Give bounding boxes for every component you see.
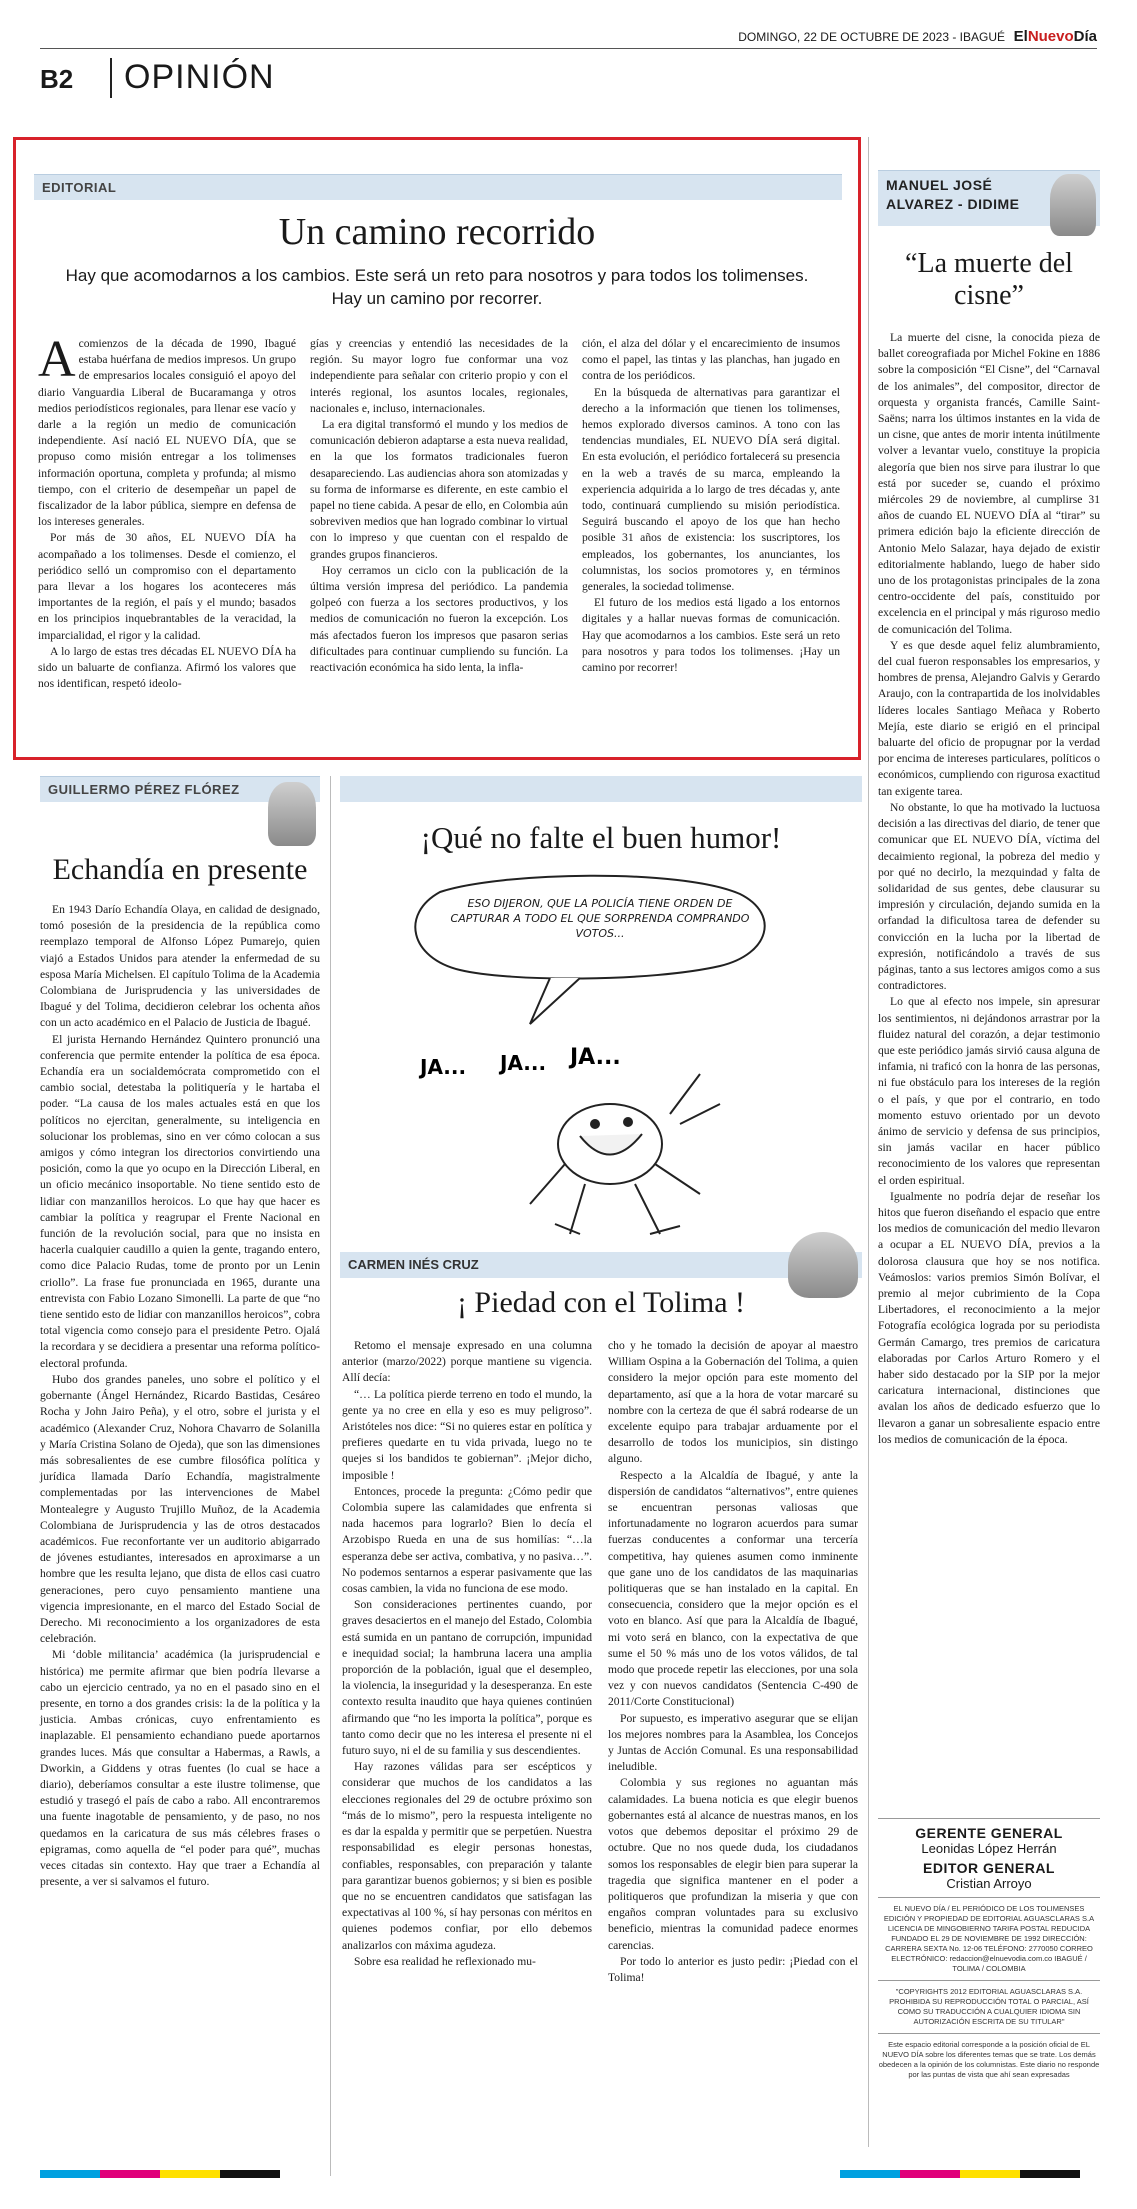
dateline: DOMINGO, 22 DE OCTUBRE DE 2023 - IBAGUÉ bbox=[738, 30, 1005, 44]
editorial-box bbox=[13, 137, 861, 760]
left-paragraph: Mi ‘doble militancia’ académica (la jurisprudencial e histórica) me permite afirmar que bien podría llevarse a cabo un ejercicio centrado, ya no en el pasado sino en el presente, en torno a dos grandes crisis: la de la política y la justicia. Ambas crónicas, cuyo enfrentamiento es inaplazable. El pensamiento echandiano puede aportarnos grandes luces. Más que consultar a Habermas, a Rawls, a Dworkin, a Giddens y otras fuentes (lo cual se hace a diario), deberíamos consultar a este ilustre tolimense, que estudió y trasegó el país de cabo a rabo. All encontraremos una fuente inagotable de pensamiento, y de paso, no nos quedamos en la caricatura de sus más célebres frases o epigramas, como aquella de “el poder para qué”, muchas veces citadas sin contexto. Hay que traer a Echandía al presente, a ver si salvamos el futuro. bbox=[40, 1648, 320, 1889]
editorial-paragraph: comienzos de la década de 1990, Ibagué estaba huérfana de medios impresos. Un grupo de empresarios locales consiguió el apoyo del diario Vanguardia Liberal de Bucaramanga y otros medios periodísticos regionales, para llenar ese vacío y darle a la región un medio de comunicación independiente. Así nació EL NUEVO DÍA, que se propuso como misión entregar a los tolimenses información oportuna, completa y profunda; al mismo tiempo, con el criterio de desempeñar un papel de fiscalizador de la labor pública, siempre en defensa de los intereses generales. bbox=[38, 337, 296, 529]
editorial-label: EDITORIAL bbox=[34, 174, 842, 200]
laugh-text-2: JA... bbox=[500, 1051, 547, 1075]
staff-role: EDITOR GENERAL bbox=[923, 1860, 1055, 1876]
staff-copyright: "COPYRIGHTS 2012 EDITORIAL AGUASCLARAS S.A. PROHIBIDA SU REPRODUCCIÓN TOTAL O PARCIAL, ASÍ COMO SU TRADUCCIÓN A CUALQUIER IDIOMA SIN AUTORIZACIÓN ESCRITA DE SU TITULAR" bbox=[889, 1987, 1089, 2026]
column-divider bbox=[330, 776, 331, 2176]
staff-rule bbox=[878, 2033, 1100, 2034]
logo-word-3: Día bbox=[1073, 28, 1097, 45]
author-portrait bbox=[268, 782, 316, 846]
staff-legal: EL NUEVO DÍA / EL PERIÓDICO DE LOS TOLIMENSES EDICIÓN Y PROPIEDAD DE EDITORIAL AGUASCLARAS S.A LICENCIA DE MINGOBIERNO TARIFA POSTAL REDUCIDA FUNDADO EL 29 DE NOVIEMBRE DE 1992 DIRECCIÓN: CARRERA SEXTA No. 12-06 TELÉFONO: 2770050 CORREO ELECTRÓNICO: redaccion@elnuevodia.com.co IBAGUÉ / TOLIMA / COLOMBIA bbox=[883, 1904, 1095, 1973]
registration-strip-yellow bbox=[960, 2170, 1020, 2178]
right-author-line-2: ALVAREZ - DIDIME bbox=[886, 196, 1020, 212]
carmen-title: ¡ Piedad con el Tolima ! bbox=[456, 1286, 746, 1319]
header-rule bbox=[40, 48, 1097, 49]
right-paragraph: Igualmente no podría dejar de reseñar los hitos que fueron diseñando el espacio que entre los medios de comunicación del medio llevaron a ocupar a EL NUEVO DÍA, previos a la dolorosa clausura que hoy se nos notifica. Veámoslos: varios premios Simón Bolívar, el premio al mejor cubrimiento de la Copa Libertadores, el reconocimiento a la mejor Fotografía ecológica lograda por su periodista Germán Camargo, tres premios de caricatura elaboradas por Carlos Arturo Romero y el haber sido destacado por la SIP por la mejor caricatura internacional, distinciones que avalan los años de dedicado esfuerzo que lo llevaron a ganar un sobresaliente espacio entre los medios de comunicación de la época. bbox=[878, 1189, 1100, 1446]
cartoon-illustration bbox=[380, 874, 820, 1254]
carmen-column-2 bbox=[608, 1338, 858, 1986]
registration-strip-cyan bbox=[840, 2170, 900, 2178]
carmen-author-bar: CARMEN INÉS CRUZ bbox=[340, 1252, 862, 1278]
cartoon-title: ¡Qué no falte el buen humor! bbox=[420, 820, 782, 855]
editorial-title: Un camino recorrido bbox=[278, 211, 596, 253]
carmen-paragraph: cho y he tomado la decisión de apoyar al maestro William Ospina a la Gobernación del Tolima, a quien considero la mejor opción para este momento del departamento, así que a la hora de votar marcaré su nombre con la certeza de que él sabrá rodearse de un excelente equipo para trabajar arduamente por el desarrollo de todos los municipios, sin distingo alguno. bbox=[608, 1339, 858, 1466]
logo-word-1: El bbox=[1013, 28, 1028, 45]
editorial-column-2 bbox=[310, 336, 568, 676]
speech-text: ESO DIJERON, QUE LA POLICÍA TIENE ORDEN DE CAPTURAR A TODO EL QUE SORPRENDA COMPRANDO VOTOS... bbox=[450, 897, 750, 940]
page-number: B2 bbox=[40, 64, 74, 94]
registration-strip-black bbox=[1020, 2170, 1080, 2178]
logo-word-2: Nuevo bbox=[1027, 28, 1074, 45]
staff-rule bbox=[878, 1897, 1100, 1898]
staff-role: GERENTE GENERAL bbox=[915, 1825, 1063, 1841]
registration-strip-cyan bbox=[40, 2170, 100, 2178]
editorial-paragraph: gías y creencias y entendió las necesidades de la región. Su mayor logro fue conformar una voz independiente para señalar con criterio propio y con el interés regional, los asuntos locales, regionales, nacionales e, incluso, internacionales. bbox=[310, 337, 568, 415]
registration-strip-yellow bbox=[160, 2170, 220, 2178]
cartoon-bar bbox=[340, 776, 862, 802]
right-author-line-1: MANUEL JOSÉ bbox=[886, 177, 993, 193]
carmen-paragraph: Por todo lo anterior es justo pedir: ¡Piedad con el Tolima! bbox=[608, 1954, 858, 1984]
left-paragraph: En 1943 Darío Echandía Olaya, en calidad de designado, tomó posesión de la presidencia de la república como reemplazo temporal de Alfonso López Pumarejo, quien viajó a Estados Unidos para atender la enfermedad de su esposa María Michelsen. El capítulo Tolima de la Academia Colombiana de Jurisprudencia y las universidades de Ibagué y del Tolima, decidieron celebrar los ochenta años con un acto académico en el Palacio de Justicia de Ibagué. bbox=[40, 903, 320, 1030]
left-column-title: Echandía en presente bbox=[52, 853, 308, 886]
right-paragraph: No obstante, lo que ha motivado la luctuosa decisión a las directivas del diario, de tener que comunicar que EL NUEVO DÍA, víctima del decaimiento regional, la pobreza del medio y por qué no decirlo, la mezquindad y falta de solidaridad de sus gentes, debe clausurar su impresión y circulación, dejando sumida en la orfandad la dificultosa tarea de defender su convicción en la lucha por la libertad de expresión, notificándolo a través de sus páginas, tanto a sus lectores amigos como a sus contradictores. bbox=[878, 800, 1100, 993]
left-column bbox=[40, 852, 320, 1890]
staff-rule bbox=[878, 1818, 1100, 1819]
carmen-paragraph: Por supuesto, es imperativo asegurar que se elijan los mejores nombres para la Asamblea, los Concejos y Juntas de Acción Comunal. Es una responsabilidad ineludible. bbox=[608, 1711, 858, 1774]
carmen-paragraph: Son consideraciones pertinentes cuando, por graves desaciertos en el manejo del Estado, Colombia está sumida en un pantano de corrupción, impunidad e inequidad social; la hambruna lacera una amplia proporción de la población, igual que el desempleo, la violencia, la inseguridad y la desesperanza. En este contexto resulta inaudito que haya quienes continúen afirmando que “no les importa la política”, porque es tanto como decir que no les interesa el presente ni el futuro suyo, ni el de su familia y sus descendientes. bbox=[342, 1598, 592, 1758]
editorial-paragraph: ción, el alza del dólar y el encarecimiento de insumos como el papel, las tintas y las planchas, han jugado en contra de los periódicos. bbox=[582, 337, 840, 383]
staff-name: Cristian Arroyo bbox=[946, 1876, 1032, 1891]
right-column bbox=[878, 236, 1100, 1448]
editorial-subtitle: Hay que acomodarnos a los cambios. Este será un reto para nosotros y para todos los tolimenses. Hay un camino por recorrer. bbox=[65, 266, 809, 308]
staff-rule bbox=[878, 1980, 1100, 1981]
section-name: OPINIÓN bbox=[124, 58, 275, 96]
editorial-paragraph: A lo largo de estas tres décadas EL NUEVO DÍA ha sido un baluarte de confianza. Afirmó los valores que nos identifican, respetó ideolo- bbox=[38, 644, 296, 691]
editorial-dropcap: A bbox=[38, 331, 76, 388]
carmen-paragraph: Retomo el mensaje expresado en una columna anterior (marzo/2022) porque mantiene su vigencia. Allí decía: bbox=[342, 1339, 592, 1385]
editorial-column-1 bbox=[38, 331, 296, 692]
registration-strip-magenta bbox=[100, 2170, 160, 2178]
right-column-body bbox=[878, 330, 1100, 1448]
column-divider bbox=[868, 137, 869, 2147]
editorial-paragraph: En la búsqueda de alternativas para garantizar el derecho a la información que tienen los tolimenses, hemos explorado diversos caminos. A tono con las tendencias mundiales, EL NUEVO DÍA será digital. En esta evolución, el periódico fortalecerá su presencia en la web a través de su marca, empleando la experiencia adquirida a lo largo de tres décadas y, ante todo, continuará cumpliendo su misión periodística. Seguirá buscando el apoyo de los que han hecho posible 31 años de existencia: los suscriptores, los empleados, los gobernantes, los anunciantes, los columnistas, los socios promotores y, en términos generales, la sociedad tolimense. bbox=[582, 385, 840, 594]
editorial-paragraph: La era digital transformó el mundo y los medios de comunicación debieron adaptarse a esta nueva realidad, en la que los formatos tradicionales fueron desapareciendo. Las audiencias ahora son atomizadas y su forma de informarse es diferente, en este cambio el papel no tiene cabida. A pesar de ello, en Colombia aún sobreviven medios que han logrado combinar lo virtual con lo impreso y que cuentan con el respaldo de grandes grupos financieros. bbox=[310, 418, 568, 561]
laughing-figure bbox=[530, 1074, 720, 1234]
page-header bbox=[40, 28, 1097, 102]
right-paragraph: Lo que al efecto nos impele, sin apresurar los sentimientos, ni dejándonos arrastrar por la fluidez natural del corazón, a dejar testimonio que este periódico jamás sirvió causa alguna de infamia, ni traficó con la honra de las personas, ni fue obstáculo para los intereses de la región o el país, y que por el contrario, en todo momento estuvo orientado por un devoto ánimo de servicio y defensa de sus principios, sin jamás vacilar en hacer público reconocimiento de los valores que representan el orden espiritual. bbox=[878, 995, 1100, 1187]
carmen-paragraph: Respecto a la Alcaldía de Ibagué, y ante la dispersión de candidatos “alternativos”, entre quienes se encuentran personas valiosas que infortunadamente no lograron acuerdos para sumar fuerzas conducentes a conformar una tercería competitiva, hay quienes asumen como inminente que gane uno de los candidatos de las maquinarias politiqueras que se han instalado en la capital. En consecuencia, considero que la mejor opción es el voto en blanco. Así que para la Alcaldía de Ibagué, mi voto será en blanco, con la expectativa de que sume el 50 % más uno de los votos válidos, de tal modo que procede repetir las elecciones, por una sola vez y con nuevos candidatos (Sentencia C-490 de 2011/Corte Constitucional) bbox=[608, 1468, 858, 1709]
author-portrait bbox=[1050, 174, 1096, 236]
carmen-paragraph: Entonces, procede la pregunta: ¿Cómo pedir que Colombia supere las calamidades que enfrenta si nada hacemos para lograrlo? Bien lo decía el Arzobispo Rueda en una de sus homilías: “…la esperanza debe ser activa, combativa, y no pasiva…”. No podemos sentarnos a esperar pasivamente que las cosas cambien, la vida no funciona de ese modo. bbox=[342, 1484, 592, 1596]
staff-name: Leonidas López Herrán bbox=[921, 1841, 1057, 1856]
editorial-paragraph: Por más de 30 años, EL NUEVO DÍA ha acompañado a los tolimenses. Desde el comienzo, el periódico selló un compromiso con el departamento para llevar a los hogares los aconteceres más importantes de la región, el país y el mundo; basados en los principios inquebrantables de la veracidad, la imparcialidad, el rigor y la calidad. bbox=[38, 531, 296, 642]
carmen-paragraph: “… La política pierde terreno en todo el mundo, la gente ya no cree en ella y eso es muy peligroso”. Aristóteles nos dice: “Si no quieres estar en política y prefieres quedarte en tu vida privada, luego no te quejes si los bandidos te gobiernan”. ¡Mejor dicho, imposible ! bbox=[342, 1387, 592, 1482]
carmen-column-1 bbox=[342, 1338, 592, 1970]
right-paragraph: Y es que desde aquel feliz alumbramiento, del cual fueron responsables los empresarios, y hombres de prensa, Alejandro Galvis y Gerardo Araujo, con la contrapartida de los inolvidables líderes locales Santiago Meñaca y Roberto Mejía, este diario se erigió en el principal baluarte del oficio de propugnar por la verdad por encima de intereses particulares, políticos o económicos, cumpliendo con rigurosa exactitud tan exigente tarea. bbox=[878, 638, 1100, 798]
registration-strip-magenta bbox=[900, 2170, 960, 2178]
right-paragraph: La muerte del cisne, la conocida pieza de ballet coreografiada por Michel Fokine en 1886 sobre la composición “El Cisne”, del “Carnaval de los animales”, del compositor, director de orquesta y organista francés, Camille Saint-Saëns; narra los últimos instantes en la vida de un cisne, que antes de morir intenta inútilmente volver a levantar vuelo, constituye la propicia alegoría que bien nos sirve para ilustrar lo que está por suceder se, cuando el próximo miércoles 29 de noviembre, al cumplirse 31 años de cuando EL NUEVO DÍA al “tirar” su primera edición bajo la eficiente dirección de Antonio Melo Salazar, haya dejado de existir editorialmente hablando, luego de haber sido uno de los protagonistas principales de la zona centro-occidente del país, constituido por excelencia en el principal y más riguroso medio de comunicación del Tolima. bbox=[878, 331, 1100, 636]
section-divider bbox=[110, 58, 112, 98]
laugh-text-3: JA... bbox=[570, 1045, 621, 1070]
editorial-paragraph: El futuro de los medios está ligado a los entornos digitales y a hallar nuevas formas de comunicación. Hay que acomodarnos a los cambios. Este será un reto para nosotros y para todos los tolimenses. ¡Hay un camino por recorrer! bbox=[582, 596, 840, 675]
left-paragraph: El jurista Hernando Hernández Quintero pronunció una conferencia que permite entender la política de esa época. Echandía era un socialdemócrata comprometido con el cambio social, detestaba la politiquería y le hartaba el poder. “La causa de los males actuales está en que los políticos no ejercitan, generalmente, su inteligencia en solucionar los problemas, sino en ver cómo colocan a sus amigos y cómo integran los directorios convirtiendo una posición, como la que yo ocupo en la Dirección Liberal, en un oficio mecánico insoportable. No tiene sentido esto de lidiar con manzanillos heroicos. Lo que hay que hacer es cambiar la política y reagrupar el Frente Nacional en función de la revolución social, para que no insista en hacerla cualquier caudillo a quien la gente, tragando entero, como dice Palacio Rudas, tome de pronto por un Lenin criollo”. La frase fue pronunciada en 1965, durante una entrevista con Fabio Lozano Simonelli. La parte de que “no tiene sentido esto de lidiar con manzanillos heroicos”, cobra total vigencia como consejo para el presidente Petro. Ojalá la recordara y se decidiera a presentar una reforma político-electoral profunda. bbox=[40, 1032, 320, 1370]
registration-strip-black bbox=[220, 2170, 280, 2178]
left-paragraph: Hubo dos grandes paneles, uno sobre el político y el gobernante (Ángel Hernández, Ricardo Bastidas, Cesáreo Rocha y John Jairo Peña), y el otro, sobre el jurista y el académico (Alexander Cruz, Nohora Chavarro de Solanilla y María Cristina Solano de Ojeda), que son las dimensiones más sobresalientes de ese cumbre filosófica política y jurídica llamada Darío Echandía, magistralmente complementadas por las intervenciones de Mabel Montealegre y Augusto Trujillo Muñoz, de la Academia Colombiana de Jurisprudencia y las de otros destacados académicos. Fue reconfortante ver un auditorio abigarrado de jóvenes estudiantes, interesados en aproximarse a un hombre que les resulta lejano, que dista de ellos casi cuatro generaciones, pero cuyo pensamiento mantiene una vigencia impresionante, en el marco del Estado Social de Derecho. Mi reconocimiento a los organizadores de esta celebración. bbox=[40, 1372, 320, 1646]
carmen-paragraph: Sobre esa realidad he reflexionado mu- bbox=[354, 1954, 536, 1968]
carmen-paragraph: Hay razones válidas para ser escépticos y considerar que muchos de los candidatos a las elecciones regionales del 29 de octubre próximo son “más de lo mismo”, pero la respuesta inteligente no es dar la espalda y permitir que se perpetúen. Nuestra responsabilidad es elegir personas honestas, confiables, responsables, con preparación y talante para garantizar buenos gobiernos; y si bien es posible que no se encuentren candidatos que satisfagan las expectativas al 100 %, sí hay personas con méritos en quienes podemos confiar, por ello debemos analizarlos con máxima agudeza. bbox=[342, 1760, 592, 1952]
editorial-paragraph: Hoy cerramos un ciclo con la publicación de la última versión impresa del periódico. La pandemia golpeó con fuerza a los sectores productivos, y los medios de comunicación no fueron la excepción. Los más afectados fueron los impresos que pasaron serias dificultades para continuar cumpliendo su función. La reactivación económica ha sido lenta, la infla- bbox=[310, 563, 568, 675]
staff-disclaimer: Este espacio editorial corresponde a la posición oficial de EL NUEVO DÍA sobre los diferentes temas que se trate. Los demás obedecen a la opinión de los columnistas. Este diario no responde por las puntas de vista que ahí sean expresadas bbox=[878, 2040, 1100, 2079]
right-column-title: “La muerte del cisne” bbox=[905, 248, 1073, 311]
carmen-paragraph: Colombia y sus regiones no aguantan más calamidades. La buena noticia es que elegir buenos gobernantes está al alcance de nuestras manos, en los votos que debemos depositar el próximo 29 de octubre. Que no nos quede duda, los ciudadanos somos los responsables de elegir bien para superar la tragedia que significa mantener en el poder a politiqueros que profundizan la miseria y que con engaños compran voluntades para su exclusivo beneficio, mientras la comunidad padece enormes carencias. bbox=[608, 1776, 858, 1952]
laugh-text-1: JA... bbox=[420, 1055, 467, 1079]
left-author-bar: GUILLERMO PÉREZ FLÓREZ bbox=[40, 776, 320, 802]
newspaper-logo bbox=[1014, 28, 1097, 45]
staff-box bbox=[878, 1812, 1100, 2080]
left-column-body bbox=[40, 902, 320, 1890]
editorial-column-3 bbox=[582, 336, 840, 676]
